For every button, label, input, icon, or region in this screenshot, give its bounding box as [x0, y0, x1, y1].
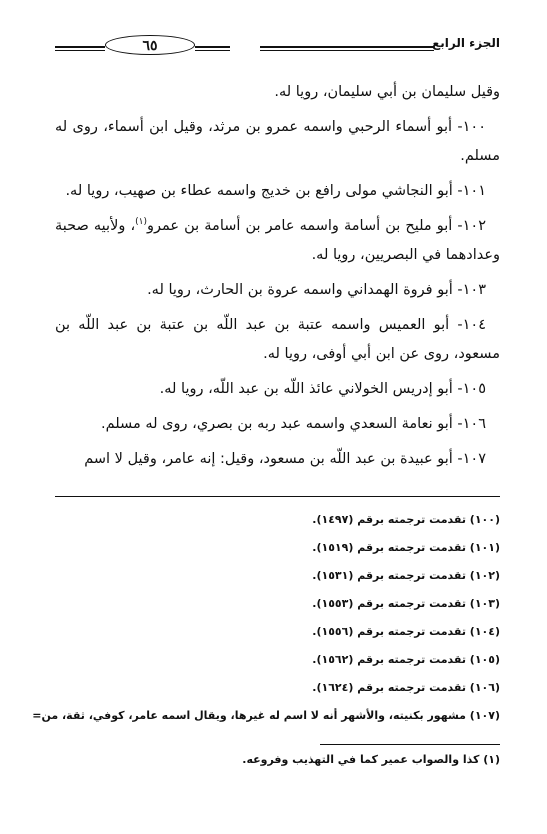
note-104: (١٠٤) تقدمت ترجمته برقم (١٥٥٦). — [312, 625, 500, 638]
notes-separator — [55, 496, 500, 497]
entry-106: ١٠٦- أبو نعامة السعدي واسمه عبد ربه بن بصري، روى له مسلم. — [101, 416, 486, 432]
entry-105: ١٠٥- أبو إدريس الخولاني عائذ اللّه بن عبد اللّه، رويا له. — [159, 381, 486, 397]
footnote-separator — [320, 744, 500, 745]
note-100: (١٠٠) تقدمت ترجمته برقم (١٤٩٧). — [312, 513, 500, 526]
main-text — [55, 78, 500, 480]
entry-103: ١٠٣- أبو فروة الهمداني واسمه عروة بن الحارث، رويا له. — [147, 282, 486, 298]
entry-107: ١٠٧- أبو عبيدة بن عبد اللّه بن مسعود، وقيل: إنه عامر، وقيل لا اسم — [84, 451, 486, 467]
entry-104: ١٠٤- أبو العميس واسمه عتبة بن عبد اللّه بن عتبة بن عبد اللّه بن مسعود، روى عن ابن أبي أوفى، رويا له. — [55, 317, 500, 362]
footnote-marker: (١) — [135, 217, 147, 228]
note-101: (١٠١) تقدمت ترجمته برقم (١٥١٩). — [312, 541, 500, 554]
biographical-notes — [32, 506, 500, 730]
header-title: الجزء الرابع — [432, 36, 500, 50]
note-106: (١٠٦) تقدمت ترجمته برقم (١٦٢٤). — [312, 681, 500, 694]
entry-102 — [55, 212, 500, 270]
entry-continuation: وقيل سليمان بن أبي سليمان، رويا له. — [274, 84, 500, 100]
entry-100: ١٠٠- أبو أسماء الرحبي واسمه عمرو بن مرثد، وقيل ابن أسماء، روى له مسلم. — [55, 119, 500, 164]
running-header — [55, 36, 500, 66]
entry-102-rest: ، ولأبيه صحبة وعدادهما في البصريين، رويا له. — [55, 218, 500, 263]
note-102: (١٠٢) تقدمت ترجمته برقم (١٥٣١). — [312, 569, 500, 582]
header-rule-right — [260, 46, 434, 51]
header-rule-left — [55, 46, 105, 51]
note-107: (١٠٧) مشهور بكنيته، والأشهر أنه لا اسم له غيرها، ويقال اسمه عامر، كوفي، ثقة، من= — [32, 709, 500, 722]
footnote-1: (١) كذا والصواب عمير كما في التهذيب وفروعه. — [242, 753, 500, 766]
entry-102-text: ١٠٢- أبو مليح بن أسامة واسمه عامر بن أسامة بن عمرو — [147, 218, 486, 234]
note-105: (١٠٥) تقدمت ترجمته برقم (١٥٦٢). — [312, 653, 500, 666]
header-rule-middle — [195, 46, 230, 51]
page-number: ٦٥ — [105, 35, 195, 55]
note-103: (١٠٣) تقدمت ترجمته برقم (١٥٥٣). — [312, 597, 500, 610]
entry-101: ١٠١- أبو النجاشي مولى رافع بن خديج واسمه عطاء بن صهيب، رويا له. — [65, 183, 486, 199]
